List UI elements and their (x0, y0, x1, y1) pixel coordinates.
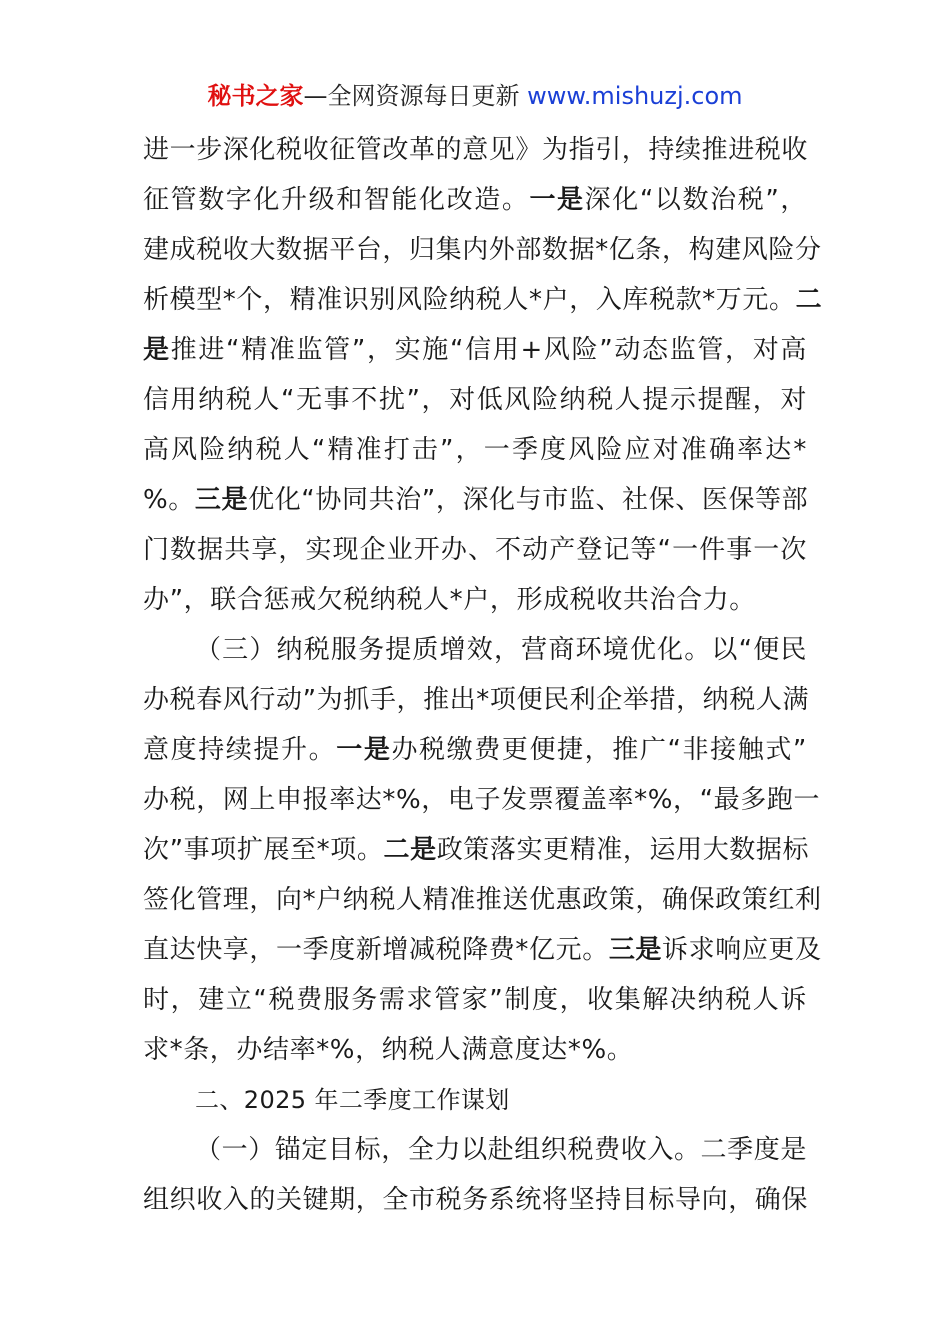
text-line (143, 775, 821, 825)
text-line (143, 1125, 807, 1175)
text-line (143, 975, 807, 1025)
text-line (143, 575, 807, 625)
emphasis-text: 三是 (608, 935, 663, 965)
emphasis-text: 一是 (336, 735, 392, 765)
body-text: 办税春风行动”为抓手，推出*项便民利企举措，纳税人满 (143, 685, 810, 715)
body-text: （三）纳税服务提质增效，营商环境优化。以“便民 (195, 635, 807, 665)
body-text: 求*条，办结率*%，纳税人满意度达*%。 (143, 1035, 634, 1065)
body-text: 签化管理，向*户纳税人精准推送优惠政策，确保政策红利 (143, 885, 822, 915)
body-text: 门数据共享，实现企业开办、不动产登记等“一件事一次 (143, 535, 807, 565)
text-line (143, 325, 807, 375)
text-line (143, 375, 807, 425)
body-text: 办税，网上申报率达*%，电子发票覆盖率*%，“最多跑一 (143, 785, 821, 815)
body-text: %。 (143, 485, 195, 515)
header-tagline: —全网资源每日更新 (303, 82, 520, 110)
document-body (143, 125, 823, 1225)
text-line (143, 1025, 807, 1075)
body-text: 信用纳税人“无事不扰”，对低风险纳税人提示提醒，对 (143, 385, 807, 415)
text-line (143, 625, 807, 675)
body-text: 政策落实更精准，运用大数据标 (436, 835, 810, 865)
body-text: （一）锚定目标，全力以赴组织税费收入。二季度是 (195, 1135, 807, 1165)
text-line (143, 225, 822, 275)
body-text: 深化“以数治税”， (584, 185, 808, 215)
text-line (143, 125, 807, 175)
body-text: 诉求响应更及 (662, 935, 822, 965)
emphasis-text: 二 (795, 285, 823, 315)
body-text: 组织收入的关键期，全市税务系统将坚持目标导向，确保 (143, 1185, 809, 1215)
body-text: 高风险纳税人“精准打击”，一季度风险应对准确率达* (143, 435, 807, 465)
text-line (143, 825, 810, 875)
body-text: 推进“精准监管”，实施“信用+风险”动态监管，对高 (170, 335, 807, 365)
body-text: 征管数字化升级和智能化改造。 (143, 185, 530, 215)
text-line (143, 525, 807, 575)
emphasis-text: 三是 (194, 485, 249, 515)
emphasis-text: 二是 (383, 835, 437, 865)
brand-name: 秘书之家 (207, 82, 304, 110)
body-text: 建成税收大数据平台，归集内外部数据*亿条，构建风险分 (143, 235, 822, 265)
section-heading (143, 1075, 807, 1125)
body-text: 办税缴费更便捷，推广“非接触式” (391, 735, 808, 765)
text-line (143, 425, 807, 475)
body-text: 直达快享，一季度新增减税降费*亿元。 (143, 935, 609, 965)
body-text: 进一步深化税收征管改革的意见》为指引，持续推进税收 (143, 135, 809, 165)
text-line (143, 275, 823, 325)
text-line (143, 675, 810, 725)
site-header (0, 78, 950, 114)
text-line (143, 875, 822, 925)
body-text: 时，建立“税费服务需求管家”制度，收集解决纳税人诉 (143, 985, 807, 1015)
body-text: 优化“协同共治”，深化与市监、社保、医保等部 (248, 485, 809, 515)
text-line (143, 725, 807, 775)
body-text: 意度持续提升。 (143, 735, 337, 765)
body-text: 二、2025 年二季度工作谋划 (195, 1086, 510, 1114)
emphasis-text: 一是 (529, 185, 585, 215)
text-line (143, 1175, 807, 1225)
body-text: 办”，联合惩戒欠税纳税人*户，形成税收共治合力。 (143, 585, 756, 615)
text-line (143, 475, 807, 525)
body-text: 析模型*个，精准识别风险纳税人*户，入库税款*万元。 (143, 285, 796, 315)
text-line (143, 175, 807, 225)
body-text: 次”事项扩展至*项。 (143, 835, 384, 865)
emphasis-text: 是 (143, 335, 171, 365)
text-line (143, 925, 822, 975)
site-url-link[interactable]: www.mishuzj.com (527, 82, 743, 110)
